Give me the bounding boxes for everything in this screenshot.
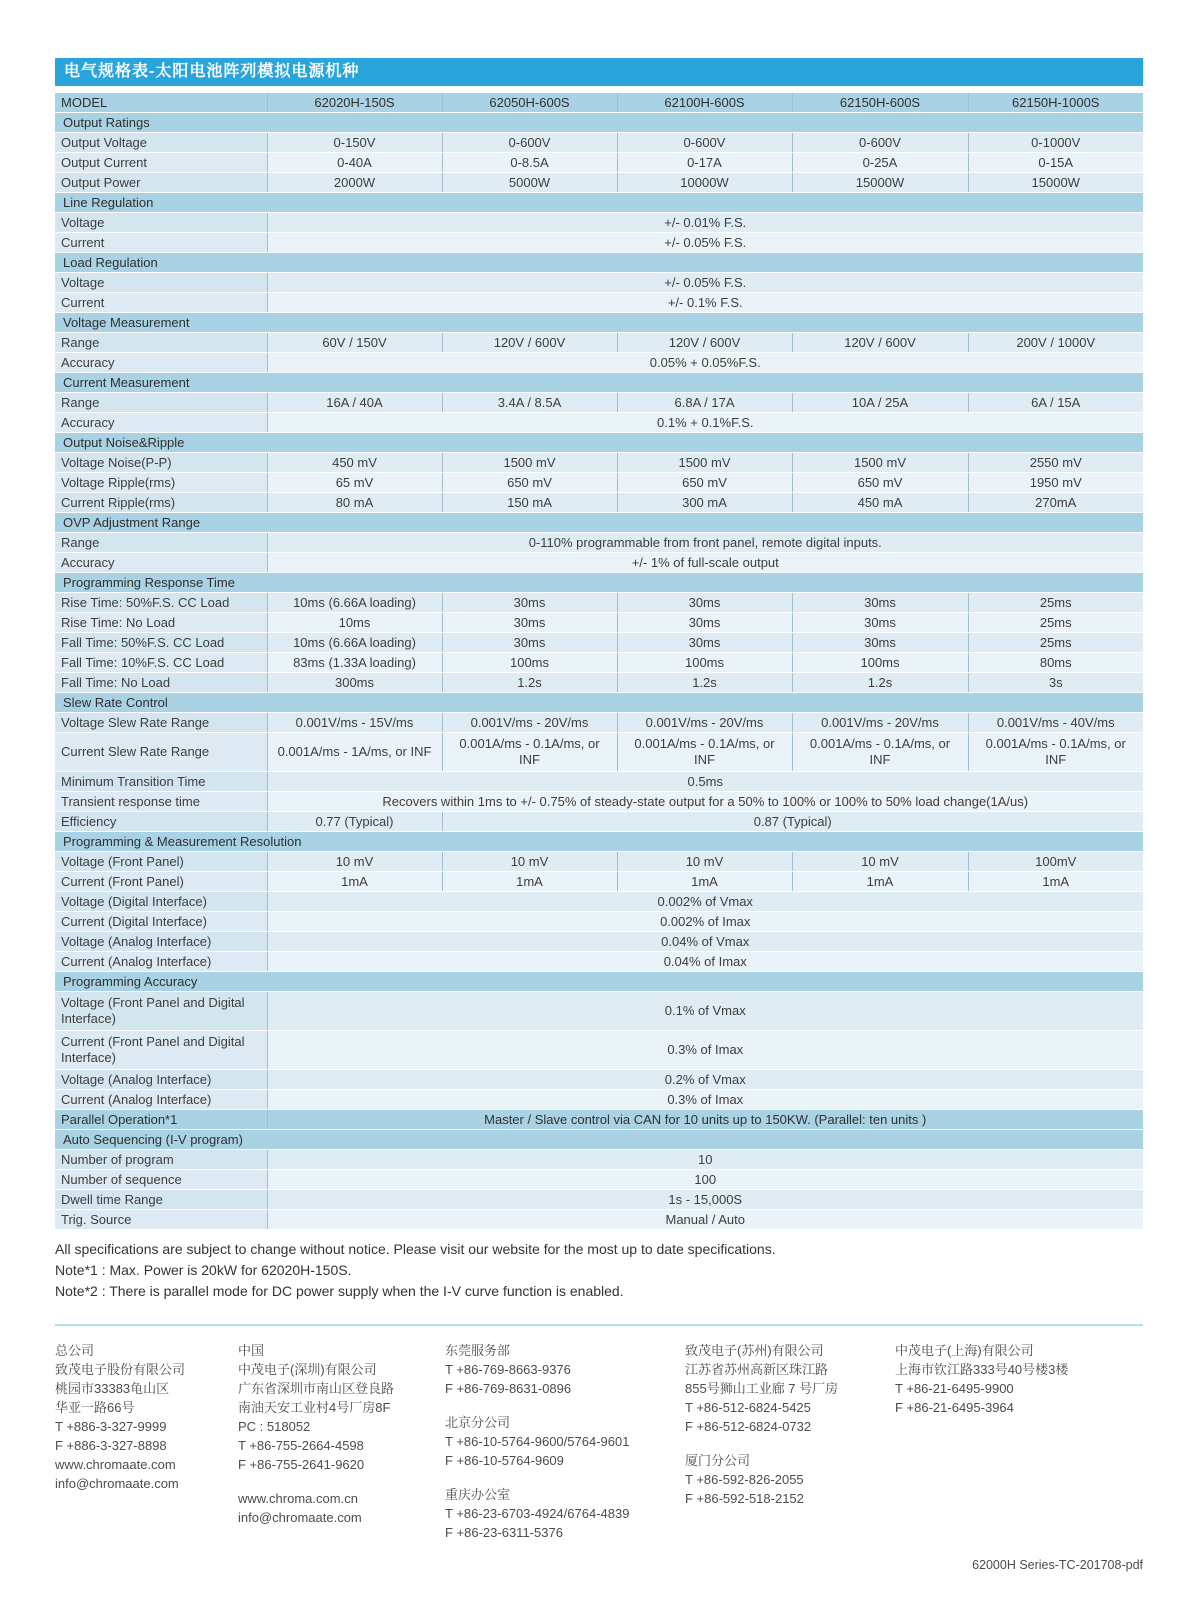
row-label: Parallel Operation*1 [55,1110,267,1130]
contact-block [895,1341,1133,1417]
section-header: OVP Adjustment Range [55,513,1143,533]
row-label: Current Ripple(rms) [55,493,267,513]
spec-value: 1mA [968,872,1143,892]
spec-value: 10ms (6.66A loading) [267,633,442,653]
spec-value: 0.77 (Typical) [267,812,442,832]
section-row [55,253,1143,273]
row-label: Dwell time Range [55,1190,267,1210]
spec-row [55,812,1143,832]
spec-row [55,912,1143,932]
contact-line: 致茂电子股份有限公司 [55,1362,186,1377]
spec-value: 1mA [267,872,442,892]
spec-row [55,133,1143,153]
note-line-general: All specifications are subject to change without notice. Please visit our website for the most up to date specifications. [55,1241,776,1257]
page-content [55,58,1143,1557]
spec-table [55,93,1143,1230]
row-label: Current (Analog Interface) [55,952,267,972]
spec-row [55,453,1143,473]
spec-value: 650 mV [617,473,792,493]
row-label: Voltage (Digital Interface) [55,892,267,912]
model-name: 62150H-600S [792,93,968,113]
spec-value: 120V / 600V [617,333,792,353]
spec-row [55,653,1143,673]
section-row [55,513,1143,533]
spec-value: 30ms [442,633,617,653]
row-label: Current (Front Panel) [55,872,267,892]
spec-value: 0.001V/ms - 20V/ms [617,713,792,733]
contact-line: T +86-755-2664-4598 [238,1438,364,1453]
spec-value: 1mA [617,872,792,892]
model-name: 62050H-600S [442,93,617,113]
spec-value: 150 mA [442,493,617,513]
spec-value-merged: 0.04% of Imax [267,952,1143,972]
spec-row [55,493,1143,513]
spec-row [55,473,1143,493]
row-label: Trig. Source [55,1210,267,1230]
contact-block [685,1451,885,1508]
spec-value: 270mA [968,493,1143,513]
contact-line: www.chroma.com.cn [238,1491,358,1506]
spec-value: 0-600V [792,133,968,153]
section-row [55,573,1143,593]
spec-value: 10 mV [792,852,968,872]
spec-row [55,713,1143,733]
contact-line: F +886-3-327-8898 [55,1438,167,1453]
spec-value: 30ms [617,613,792,633]
contact-column-5 [895,1341,1143,1557]
spec-value: 16A / 40A [267,393,442,413]
spec-value: 1mA [442,872,617,892]
row-label: Fall Time: 10%F.S. CC Load [55,653,267,673]
contact-line: 东莞服务部 [445,1343,511,1358]
spec-value: 0-1000V [968,133,1143,153]
contact-line: info@chromaate.com [238,1510,362,1525]
footer-contacts [55,1324,1143,1557]
row-label: Efficiency [55,812,267,832]
spec-value: 15000W [792,173,968,193]
spec-value: 10ms [267,613,442,633]
spec-value: 30ms [617,633,792,653]
spec-row [55,353,1143,373]
contact-line: 中国 [238,1343,265,1358]
spec-row [55,1190,1143,1210]
spec-row [55,1090,1143,1110]
spec-value: 5000W [442,173,617,193]
spec-value: 1950 mV [968,473,1143,493]
spec-value: 100mV [968,852,1143,872]
contact-block [238,1341,435,1474]
spec-value-merged: 1s - 15,000S [267,1190,1143,1210]
row-label: Output Current [55,153,267,173]
row-label: Rise Time: No Load [55,613,267,633]
spec-value: 1500 mV [792,453,968,473]
spec-value: 10ms (6.66A loading) [267,593,442,613]
contact-line: 华亚一路66号 [55,1400,135,1415]
spec-value: 0-17A [617,153,792,173]
spec-value-merged: 10 [267,1150,1143,1170]
row-label: Range [55,533,267,553]
contact-line: 江苏省苏州高新区珠江路 [685,1362,829,1377]
section-header: Line Regulation [55,193,1143,213]
spec-value: 120V / 600V [442,333,617,353]
section-header: Output Ratings [55,113,1143,133]
contact-block [685,1341,885,1436]
spec-row [55,393,1143,413]
contact-line: 致茂电子(苏州)有限公司 [685,1343,824,1358]
row-label: Current (Digital Interface) [55,912,267,932]
spec-value: 10 mV [442,852,617,872]
contact-column-2 [238,1341,445,1557]
section-header: Auto Sequencing (I-V program) [55,1130,1143,1150]
contact-line: T +86-592-826-2055 [685,1472,804,1487]
spec-value: 300 mA [617,493,792,513]
spec-value-merged: 0.5ms [267,772,1143,792]
spec-value: 80 mA [267,493,442,513]
spec-row [55,792,1143,812]
section-header: Load Regulation [55,253,1143,273]
contact-line: 重庆办公室 [445,1487,511,1502]
spec-value: 0.001A/ms - 0.1A/ms, or INF [792,733,968,772]
section-row [55,1130,1143,1150]
row-label: Output Voltage [55,133,267,153]
spec-row [55,293,1143,313]
row-label: Output Power [55,173,267,193]
contact-block [445,1413,675,1470]
spec-value: 25ms [968,593,1143,613]
row-label: Current [55,233,267,253]
row-label: Fall Time: 50%F.S. CC Load [55,633,267,653]
contact-line: F +86-512-6824-0732 [685,1419,812,1434]
spec-value: 100ms [442,653,617,673]
spec-value: 0.001V/ms - 15V/ms [267,713,442,733]
spec-row [55,872,1143,892]
row-label: Current (Front Panel and Digital Interface) [55,1031,267,1070]
spec-value-merged: 0.2% of Vmax [267,1070,1143,1090]
spec-value: 1500 mV [617,453,792,473]
spec-value: 30ms [442,613,617,633]
contact-column-4 [685,1341,895,1557]
spec-value: 0.001A/ms - 0.1A/ms, or INF [968,733,1143,772]
spec-value-merged: +/- 1% of full-scale output [267,553,1143,573]
contact-line: 上海市钦江路333号40号楼3楼 [895,1362,1069,1377]
spec-row [55,533,1143,553]
spec-value: 65 mV [267,473,442,493]
spec-value: 30ms [792,633,968,653]
spec-value: 30ms [442,593,617,613]
section-row [55,313,1143,333]
spec-row [55,233,1143,253]
section-row [55,693,1143,713]
model-header-row [55,93,1143,113]
row-label: Minimum Transition Time [55,772,267,792]
contact-line: 桃园市33383龟山区 [55,1381,170,1396]
row-label: Voltage (Analog Interface) [55,1070,267,1090]
spec-value: 10 mV [267,852,442,872]
section-merged-row [55,1110,1143,1130]
spec-value-merged: 0.1% + 0.1%F.S. [267,413,1143,433]
spec-value: 0.001V/ms - 40V/ms [968,713,1143,733]
row-label: Voltage Slew Rate Range [55,713,267,733]
contact-line: www.chromaate.com [55,1457,176,1472]
spec-value-merged: 0.3% of Imax [267,1031,1143,1070]
spec-value-merged: +/- 0.05% F.S. [267,233,1143,253]
spec-value: 10A / 25A [792,393,968,413]
spec-value: 80ms [968,653,1143,673]
contact-line: F +86-755-2641-9620 [238,1457,365,1472]
row-label: Rise Time: 50%F.S. CC Load [55,593,267,613]
spec-value: 0-15A [968,153,1143,173]
spec-value: 25ms [968,613,1143,633]
spec-row [55,553,1143,573]
spec-row [55,952,1143,972]
section-row [55,193,1143,213]
spec-row [55,772,1143,792]
section-row [55,433,1143,453]
contact-column-1 [55,1341,238,1557]
spec-value: 6.8A / 17A [617,393,792,413]
spec-value: 100ms [792,653,968,673]
section-row [55,832,1143,852]
contact-line: 广东省深圳市南山区登良路 [238,1381,395,1396]
spec-value-merged: 0.002% of Imax [267,912,1143,932]
spec-value: 25ms [968,633,1143,653]
contact-block [55,1341,228,1493]
spec-row [55,213,1143,233]
note-line-1: Note*1 : Max. Power is 20kW for 62020H-150S. [55,1262,352,1278]
spec-row [55,1170,1143,1190]
row-label: Current [55,293,267,313]
contact-block [238,1489,435,1527]
spec-value: 30ms [617,593,792,613]
contact-line: info@chromaate.com [55,1476,179,1491]
contact-line: F +86-10-5764-9609 [445,1453,564,1468]
contact-line: F +86-592-518-2152 [685,1491,804,1506]
spec-value-merged: Recovers within 1ms to +/- 0.75% of steady-state output for a 50% to 100% or 100% to 50% load change(1A/us) [267,792,1143,812]
spec-value: 650 mV [442,473,617,493]
model-name: 62100H-600S [617,93,792,113]
spec-value-merged: 0.1% of Vmax [267,992,1143,1031]
contact-line: 北京分公司 [445,1415,511,1430]
spec-row [55,613,1143,633]
spec-value-merged: 0.3% of Imax [267,1090,1143,1110]
spec-row [55,932,1143,952]
spec-value: 0-150V [267,133,442,153]
spec-value: 0-40A [267,153,442,173]
spec-value: 200V / 1000V [968,333,1143,353]
spec-value-merged: Manual / Auto [267,1210,1143,1230]
contact-block [445,1485,675,1542]
model-header-label: MODEL [55,93,267,113]
spec-value: 1.2s [617,673,792,693]
note-line-2: Note*2 : There is parallel mode for DC power supply when the I-V curve function is enabled. [55,1283,624,1299]
spec-value: 1.2s [442,673,617,693]
row-label: Fall Time: No Load [55,673,267,693]
row-label: Current (Analog Interface) [55,1090,267,1110]
contact-line: 855号狮山工业廊 7 号厂房 [685,1381,839,1396]
row-label: Range [55,333,267,353]
spec-value-merged: 0.04% of Vmax [267,932,1143,952]
row-label: Voltage (Front Panel) [55,852,267,872]
contact-line: 南油天安工业村4号厂房8F [238,1400,391,1415]
row-label: Voltage Noise(P-P) [55,453,267,473]
notes [55,1239,1143,1302]
row-label: Voltage (Front Panel and Digital Interface) [55,992,267,1031]
spec-row [55,992,1143,1031]
spec-value: 1500 mV [442,453,617,473]
spec-value: 30ms [792,593,968,613]
row-label: Voltage Ripple(rms) [55,473,267,493]
spec-row [55,1070,1143,1090]
row-label: Number of sequence [55,1170,267,1190]
row-label: Transient response time [55,792,267,812]
document-reference: 62000H Series-TC-201708-pdf [972,1558,1143,1572]
spec-value: 60V / 150V [267,333,442,353]
contact-line: T +886-3-327-9999 [55,1419,167,1434]
spec-value-merged: 100 [267,1170,1143,1190]
spec-value: 100ms [617,653,792,673]
section-header: Output Noise&Ripple [55,433,1143,453]
row-label: Voltage (Analog Interface) [55,932,267,952]
model-name: 62150H-1000S [968,93,1143,113]
spec-row [55,852,1143,872]
spec-value: 3.4A / 8.5A [442,393,617,413]
row-label: Voltage [55,213,267,233]
section-header: Programming Response Time [55,573,1143,593]
spec-row [55,173,1143,193]
spec-row [55,892,1143,912]
spec-table-body [55,93,1143,1230]
spec-value: 0.001A/ms - 0.1A/ms, or INF [617,733,792,772]
spec-row [55,413,1143,433]
section-header: Programming Accuracy [55,972,1143,992]
spec-value-merged: +/- 0.01% F.S. [267,213,1143,233]
section-row [55,373,1143,393]
row-label: Accuracy [55,413,267,433]
section-header: Slew Rate Control [55,693,1143,713]
spec-row [55,1150,1143,1170]
spec-value: 10000W [617,173,792,193]
spec-value: 83ms (1.33A loading) [267,653,442,673]
spec-value: 650 mV [792,473,968,493]
contact-line: T +86-769-8663-9376 [445,1362,571,1377]
spec-value-merged: 0.002% of Vmax [267,892,1143,912]
spec-row [55,333,1143,353]
contact-line: T +86-23-6703-4924/6764-4839 [445,1506,630,1521]
spec-value-merged: 0.87 (Typical) [442,812,1143,832]
row-label: Current Slew Rate Range [55,733,267,772]
page-title: 电气规格表-太阳电池阵列模拟电源机种 [55,58,1143,86]
spec-value: 0.001V/ms - 20V/ms [792,713,968,733]
model-name: 62020H-150S [267,93,442,113]
section-header: Voltage Measurement [55,313,1143,333]
spec-value: 10 mV [617,852,792,872]
spec-row [55,673,1143,693]
row-label: Range [55,393,267,413]
spec-value: 450 mA [792,493,968,513]
row-label: Accuracy [55,353,267,373]
row-label: Voltage [55,273,267,293]
contact-line: F +86-21-6495-3964 [895,1400,1014,1415]
spec-value: 0-8.5A [442,153,617,173]
section-header: Current Measurement [55,373,1143,393]
spec-value: 1mA [792,872,968,892]
contact-line: 中茂电子(深圳)有限公司 [238,1362,377,1377]
spec-value-merged: Master / Slave control via CAN for 10 units up to 150KW. (Parallel: ten units ) [267,1110,1143,1130]
spec-value: 1.2s [792,673,968,693]
spec-value: 0.001A/ms - 1A/ms, or INF [267,733,442,772]
spec-row [55,733,1143,772]
spec-value: 3s [968,673,1143,693]
spec-row [55,1210,1143,1230]
spec-value: 0-600V [617,133,792,153]
row-label: Number of program [55,1150,267,1170]
spec-value-merged: 0-110% programmable from front panel, remote digital inputs. [267,533,1143,553]
spec-value: 15000W [968,173,1143,193]
spec-value: 300ms [267,673,442,693]
contact-line: T +86-10-5764-9600/5764-9601 [445,1434,630,1449]
spec-value: 0-600V [442,133,617,153]
spec-value: 2550 mV [968,453,1143,473]
spec-row [55,1031,1143,1070]
contact-line: 总公司 [55,1343,95,1358]
spec-row [55,593,1143,613]
contact-line: PC : 518052 [238,1419,311,1434]
spec-row [55,633,1143,653]
contact-line: 厦门分公司 [685,1453,751,1468]
spec-value: 120V / 600V [792,333,968,353]
spec-value: 2000W [267,173,442,193]
spec-value: 0-25A [792,153,968,173]
spec-value-merged: +/- 0.1% F.S. [267,293,1143,313]
contact-line: F +86-23-6311-5376 [445,1525,563,1540]
spec-value: 30ms [792,613,968,633]
spec-value-merged: +/- 0.05% F.S. [267,273,1143,293]
contact-column-3 [445,1341,685,1557]
section-header: Programming & Measurement Resolution [55,832,1143,852]
contact-line: F +86-769-8631-0896 [445,1381,572,1396]
spec-value: 450 mV [267,453,442,473]
contact-block [445,1341,675,1398]
spec-value: 0.001A/ms - 0.1A/ms, or INF [442,733,617,772]
spec-value: 0.001V/ms - 20V/ms [442,713,617,733]
spec-value: 6A / 15A [968,393,1143,413]
spec-row [55,153,1143,173]
section-row [55,972,1143,992]
spec-row [55,273,1143,293]
contact-line: 中茂电子(上海)有限公司 [895,1343,1034,1358]
contact-line: T +86-512-6824-5425 [685,1400,811,1415]
contact-line: T +86-21-6495-9900 [895,1381,1014,1396]
section-row [55,113,1143,133]
row-label: Accuracy [55,553,267,573]
spec-value-merged: 0.05% + 0.05%F.S. [267,353,1143,373]
